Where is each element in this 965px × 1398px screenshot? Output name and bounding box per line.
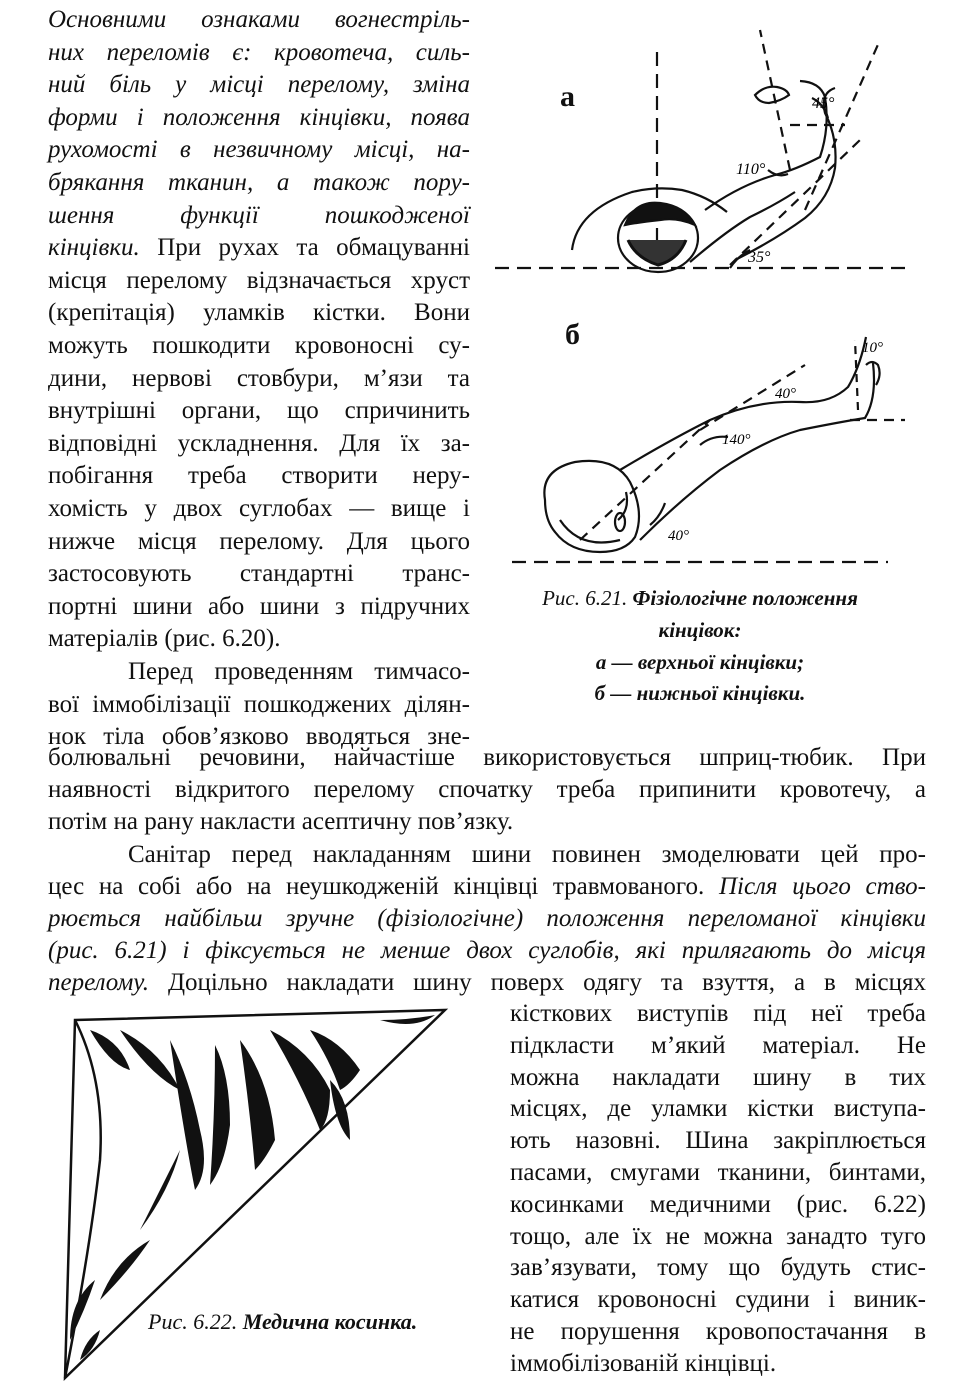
text-segment: кісткових виступів під неї треба: [510, 1000, 926, 1027]
angle-label-40-hip: 40°: [668, 528, 689, 544]
text-segment: шення функції пошкодженої: [48, 201, 470, 229]
text-segment: наявності відкритого перелому спочатку треба припинити кровотечу, а: [48, 776, 926, 804]
text-segment: потім на рану накласти асептичну пов’язку.: [48, 808, 514, 836]
text-segment: косинками медичними (рис. 6.22): [510, 1190, 926, 1218]
text-segment: рухомості в незвичному місці, на-: [48, 136, 470, 164]
text-segment: можуть пошкодити кровоносні су-: [48, 332, 470, 359]
angle-label-40-knee: 40°: [775, 386, 796, 402]
angle-label-10: 10°: [862, 340, 883, 356]
text-segment: болювальні речовини, найчастіше використовується шприц-тюбик. При: [48, 744, 926, 771]
text-segment: дини, нервові стовбури, м’язи та: [48, 364, 470, 392]
text-segment: форми і положення кінцівки, поява: [48, 103, 470, 131]
text-segment: ють назовні. Шина закріплюється: [510, 1127, 926, 1155]
figure-label-b: б: [565, 318, 580, 351]
caption-title: Фізіологічне положення: [632, 586, 858, 610]
text-segment: перелому.: [48, 969, 168, 997]
text-segment: (крепітація) уламків кістки. Вони: [48, 299, 470, 327]
text-segment: (рис. 6.21) і фіксується не менше двох суглобів, які прилягають до місця: [48, 937, 926, 965]
caption-item-b: б — нижньої кінцівки.: [594, 681, 806, 705]
text-segment: Перед проведенням тимчасо-: [128, 658, 470, 685]
text-segment: матеріалів (рис. 6.20).: [48, 625, 281, 653]
text-segment: іммобілізованій кінцівці.: [510, 1349, 777, 1377]
text-segment: портні шини або шини з підручних: [48, 592, 470, 620]
angle-label-110: 110°: [736, 161, 766, 178]
text-segment: підкласти м’який матеріал. Не: [510, 1031, 926, 1059]
text-segment: тощо, але їх не можна занадто туго: [510, 1222, 926, 1250]
text-segment: застосовують стандартні транс-: [48, 560, 470, 588]
text-segment: нижче місця перелому. Для цього: [48, 527, 470, 555]
text-segment: місця перелому відзначається хруст: [48, 266, 470, 294]
text-segment: Санітар перед накладанням шини повинен змоделювати цей про-: [128, 840, 926, 868]
caption-title-cont: кінцівок:: [658, 618, 742, 642]
text-segment: них переломів є: кровотеча, силь-: [48, 38, 470, 66]
text-segment: цес на собі або на неушкодженій кінцівці травмованого.: [48, 872, 719, 900]
text-segment: пасами, смугами тканини, бинтами,: [510, 1159, 926, 1186]
text-segment: рюється найбільш зручне (фізіологічне) положення переломаної кінцівки: [48, 905, 926, 932]
text-segment: ний біль у місці перелому, зміна: [48, 71, 470, 99]
figure-6-22-caption: [148, 1308, 478, 1336]
angle-label-35: 35°: [748, 249, 771, 266]
text-segment: місцях, де уламки кістки виступа-: [510, 1095, 926, 1123]
caption-prefix: Рис. 6.21.: [542, 586, 633, 610]
text-segment: Доцільно накладати шину поверх одягу та взуття, а в місцях: [167, 969, 926, 997]
text-segment: побігання треба створити неру-: [48, 462, 470, 490]
text-segment: нок тіла обов’язково вводяться зне-: [48, 723, 470, 751]
text-segment: хомість у двох суглобах — вище і: [48, 495, 470, 522]
text-segment: Основними ознаками вогнестріль-: [48, 6, 470, 33]
text-segment: Після цього ство-: [718, 872, 926, 900]
text-segment: зав’язувати, тому що будуть стис-: [510, 1254, 926, 1282]
caption-prefix: Рис. 6.22.: [148, 1309, 243, 1334]
caption-item-a: а — верхньої кінцівки;: [595, 650, 805, 674]
text-segment: можна накладати шину в тих: [510, 1063, 926, 1091]
angle-label-45: 45°: [812, 95, 835, 112]
angle-label-140: 140°: [722, 432, 751, 448]
caption-title: Медична косинка.: [242, 1309, 418, 1334]
text-segment: катися кровоносні судини і виник-: [510, 1286, 926, 1314]
text-segment: кінцівки.: [48, 234, 158, 262]
text-segment: відповідні ускладнення. Для їх за-: [48, 429, 470, 457]
text-segment: вої іммобілізації пошкоджених ділян-: [48, 690, 470, 718]
text-segment: внутрішні органи, що спричинить: [48, 397, 470, 425]
text-segment: не порушення кровопостачання в: [510, 1318, 926, 1345]
figure-label-a: а: [560, 80, 575, 113]
text-segment: брякання тканин, а також пору-: [48, 169, 470, 196]
text-segment: При рухах та обмацуванні: [157, 234, 470, 262]
